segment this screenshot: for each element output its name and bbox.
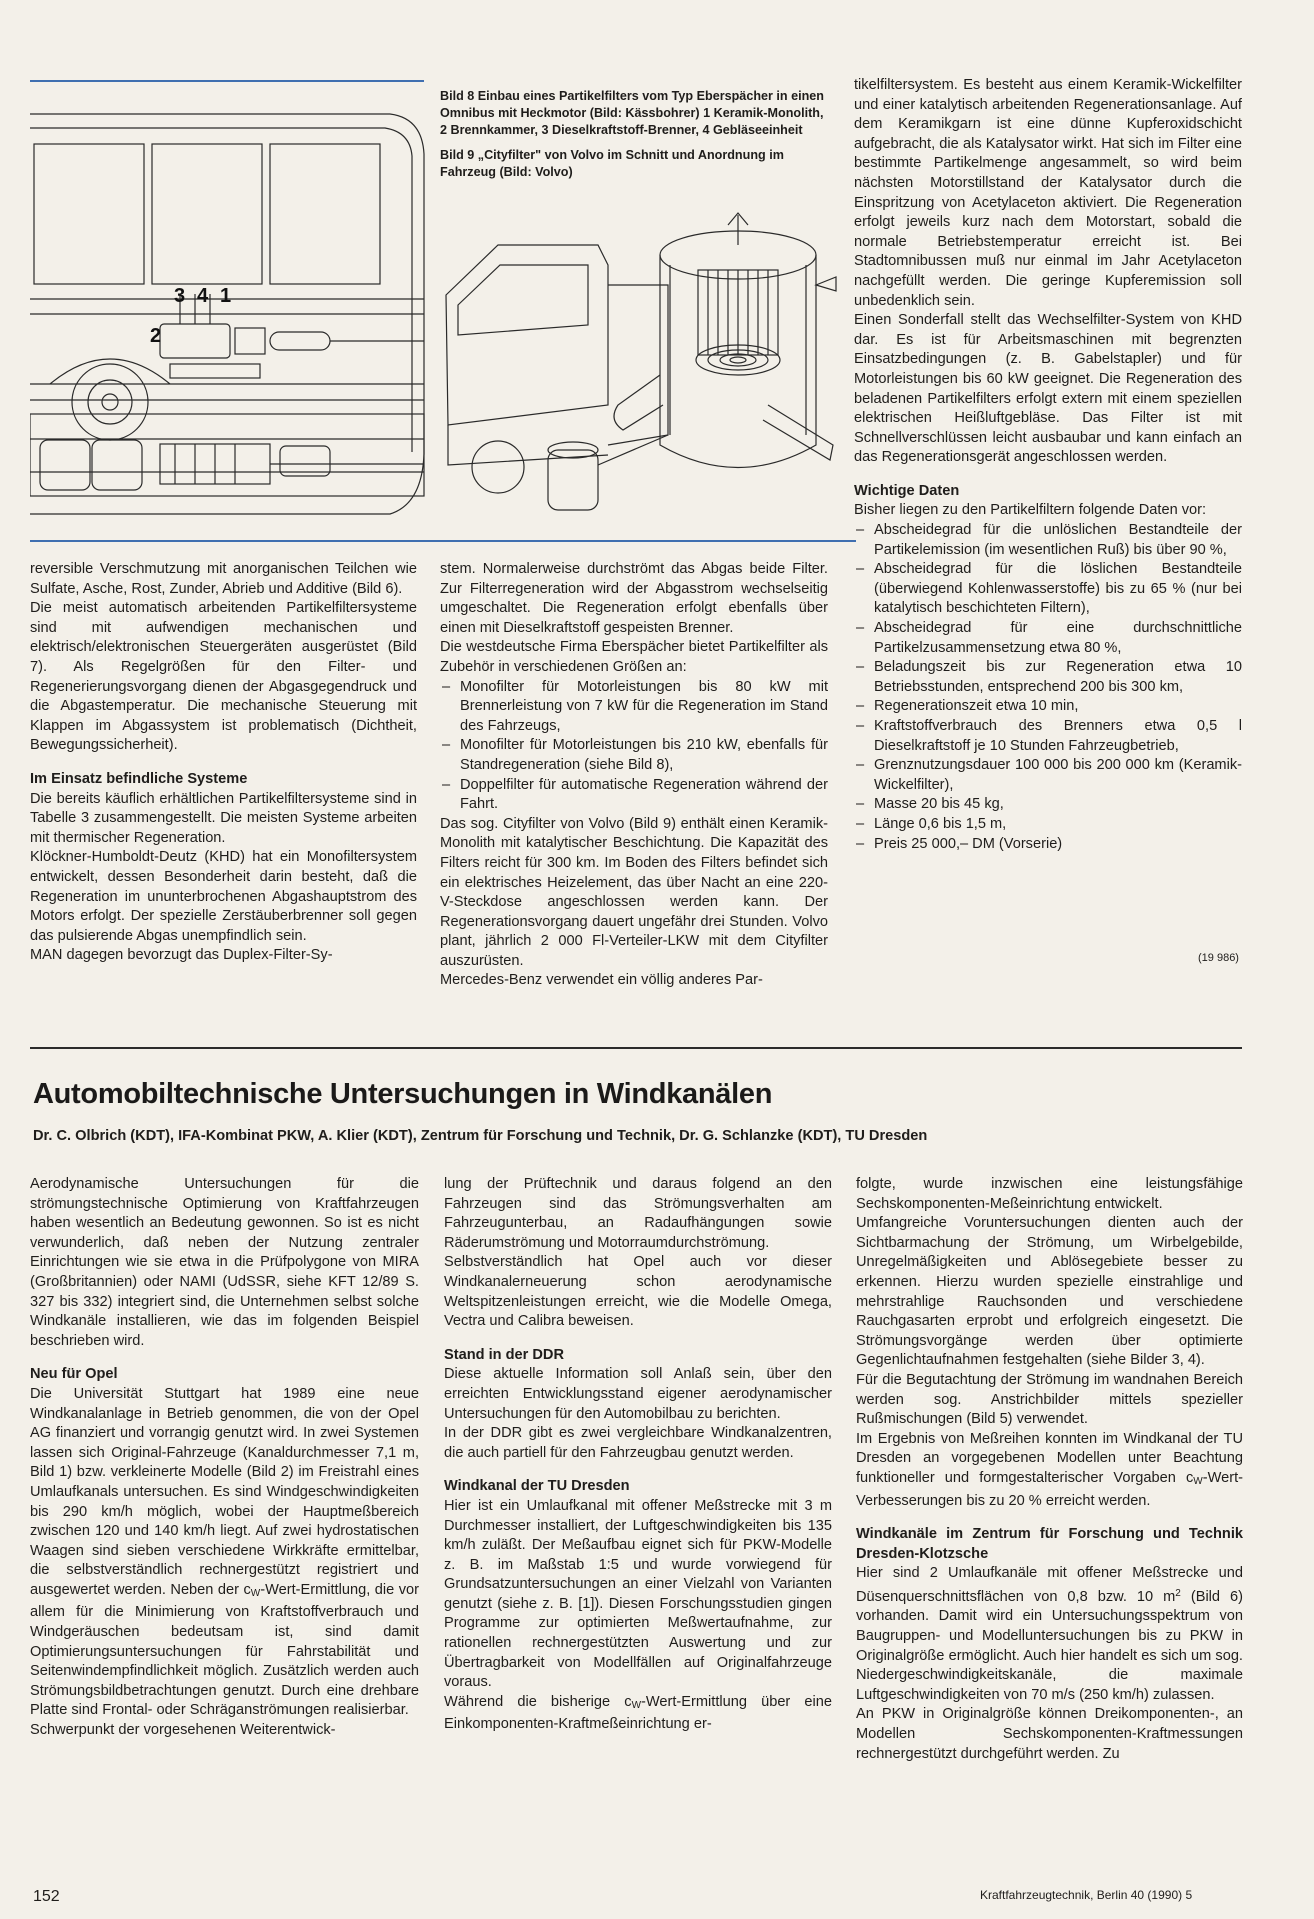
section-heading: Windkanal der TU Dresden [444, 1478, 630, 1495]
text-run: Hier sind 2 Umlaufkanäle mit offener Meßstrecke und Düsenquerschnittsflächen von 0,8 bzw. 10 m [856, 1565, 1243, 1605]
section-heading: Windkanäle im Zentrum für Forschung und Technik Dresden-Klotzsche [856, 1526, 1243, 1562]
paragraph: In der DDR gibt es zwei vergleichbare Windkanalzentren, die auch partiell für den Fahrzeugbau genutzt werden. [444, 1425, 832, 1461]
reference-number: (19 986) [1198, 952, 1239, 964]
text-run: -Wert-Ermittlung über eine Einkomponenten-Kraftmeßeinrichtung er- [444, 1693, 832, 1733]
section-heading: Stand in der DDR [444, 1346, 564, 1363]
article-separator [30, 1047, 1242, 1049]
list-item: – Abscheidegrad für die löslichen Bestandteile (überwiegend Kohlenwasserstoffe) bis zu 65 % (nur bei katalytisch beschichteten Filtern), [854, 560, 1242, 619]
text-run: Im Ergebnis von Meßreihen konnten im Windkanal der TU Dresden an vorgegebenen Modellen unter Beachtung funktioneller und formgestalterischer Vorgaben c [856, 1430, 1243, 1486]
paragraph: An PKW in Originalgröße können Dreikomponenten-, an Modellen Sechskomponenten-Kraftmessungen rechnergestützt durchgeführt werden. Zu [856, 1706, 1243, 1762]
subscript: W [631, 1699, 642, 1711]
superscript: 2 [1175, 1587, 1181, 1599]
product-list [440, 678, 828, 815]
text-run: Während die bisherige c [444, 1693, 632, 1710]
list-item: – Länge 0,6 bis 1,5 m, [854, 815, 1242, 835]
bottom-column-3 [856, 1175, 1243, 1764]
journal-footer: Kraftfahrzeugtechnik, Berlin 40 (1990) 5 [980, 1888, 1193, 1902]
section-heading: Wichtige Daten [854, 482, 960, 499]
paragraph [856, 1430, 1243, 1511]
bottom-column-1 [30, 1175, 419, 1741]
paragraph: Klöckner-Humboldt-Deutz (KHD) hat ein Monofiltersystem entwickelt, dessen Besonderheit darin besteht, daß die Regeneration im ununterbrochenen Abgashauptstrom des Motors erfolgt. Der spezielle Zerstäuberbrenner soll gegen das pulsierende Abgas unempfindlich sein. [30, 849, 417, 944]
paragraph: Bisher liegen zu den Partikelfiltern folgende Daten vor: [854, 502, 1207, 519]
caption-bild-9: Bild 9 „Cityfilter" von Volvo im Schnitt und Anordnung im Fahrzeug (Bild: Volvo) [440, 148, 784, 179]
caption-bild-8: Bild 8 Einbau eines Partikelfilters vom Typ Eberspächer in einen Omnibus mit Heckmotor (Bild: Kässbohrer) 1 Keramik-Monolith, 2 Brennkammer, 3 Dieselkraftstoff-Brenner, 4 Gebläseeinheit [440, 89, 824, 137]
top-column-3 [854, 76, 1242, 854]
list-item: – Regenerationszeit etwa 10 min, [854, 697, 1242, 717]
page-number: 152 [33, 1888, 60, 1905]
top-column-1 [30, 560, 417, 966]
list-item: – Preis 25 000,– DM (Vorserie) [854, 835, 1242, 855]
paragraph: tikelfiltersystem. Es besteht aus einem Keramik-Wickelfilter und einer katalytisch arbeitenden Regenerationsanlage. Auf dem Keramikgarn ist eine dünne Kupferoxidschicht aufgebracht, die als Katalysator wirkt. Hat sich im Filter eine bestimmte Partikelmenge angesammelt, so wird beim nächsten Motorstillstand der Katalysator durch die Einspritzung von Acetylaceton aktiviert. Die Regeneration erfolgt jeweils kurz nach dem Motorstart, sobald die normale Betriebstemperatur erreicht ist. Bei Stadtomnibussen muß nur einmal im Jahr Acetylaceton nachgefüllt werden. Die geringe Kupferemission soll unbedenklich sein. [854, 77, 1242, 309]
fig8-label-4: 4 [197, 285, 209, 307]
paragraph [856, 1564, 1243, 1705]
paragraph: lung der Prüftechnik und daraus folgend an den Fahrzeugen sind das Strömungsverhalten am Fahrzeugunterbau, an Radaufhängungen sowie Räderumströmung und Motorraumdurchströmung. [444, 1176, 832, 1251]
list-item: – Abscheidegrad für eine durchschnittliche Partikelzusammensetzung etwa 80 %, [854, 619, 1242, 658]
paragraph: Für die Begutachtung der Strömung im wandnahen Bereich werden sog. Anstrichbilder mittels spezieller Rußmischungen (Bild 5) verwendet. [856, 1371, 1243, 1428]
figure-top-rule [30, 80, 424, 82]
section-heading: Neu für Opel [30, 1366, 118, 1383]
section-heading: Im Einsatz befindliche Systeme [30, 770, 248, 787]
text-run: -Wert-Verbesserungen bis zu 20 % erreicht werden. [856, 1469, 1243, 1509]
paragraph: Die westdeutsche Firma Eberspächer bietet Partikelfilter als Zubehör in verschiedenen Größen an: [440, 639, 828, 675]
paragraph: Mercedes-Benz verwendet ein völlig anderes Par- [440, 972, 763, 989]
paragraph: Das sog. Cityfilter von Volvo (Bild 9) enthält einen Keramik-Monolith mit katalytischer Beschichtung. Die Kapazität des Filters reicht für 300 km. Im Boden des Filters befindet sich ein elektrisches Heizelement, das über Nacht an eine 220-V-Steckdose angeschlossen werden kann. Der Regenerationsvorgang dauert ungefähr drei Stunden. Volvo plant, jährlich 2 000 Fl-Verteiler-LKW mit dem Cityfilter auszurüsten. [440, 815, 828, 969]
text-run: (Bild 6) vorhanden. Damit wird ein Untersuchungsspektrum von Baugruppen- und Modelluntersuchungen bis zu PKW in Originalgröße ermöglicht. Auch hier handelt es sich um sog. Niedergeschwindigkeitskanäle, die maximale Luftgeschwindigkeiten von 70 m/s (250 km/h) zulassen. [856, 1588, 1244, 1703]
list-item: – Monofilter für Motorleistungen bis 210 kW, ebenfalls für Standregeneration (siehe Bild 8), [440, 736, 828, 775]
paragraph: Hier ist ein Umlaufkanal mit offener Meßstrecke mit 3 m Durchmesser installiert, der Luftgeschwindigkeiten bis 135 km/h zuläßt. Der Meßaufbau eignet sich für PKW-Modelle z. B. im Maßstab 1:5 und wurde vorwiegend für Grundsatzuntersuchungen an einer Vielzahl von Varianten genutzt (siehe z. B. [1]). Diesen Forschungsstudien gingen Programme zur optimierten Meßwertaufnahme, zur rationellen rechnergestützten Auswertung und zur Übertragbarkeit von Modellfällen auf Originalfahrzeuge voraus. [444, 1497, 832, 1691]
list-item: – Masse 20 bis 45 kg, [854, 795, 1242, 815]
paragraph: Die bereits käuflich erhältlichen Partikelfiltersysteme sind in Tabelle 3 zusammengestellt. Die meisten Systeme arbeiten mit thermischer Regeneration. [30, 790, 417, 846]
paragraph: Die meist automatisch arbeitenden Partikelfiltersysteme sind mit aufwendigen mechanischen und elektrisch/elektronischen Steuergeräten ausgerüstet (Bild 7). Als Regelgrößen für den Filter- und Regenerierungsvorgang dienen der Abgasgegendruck und die Abgastemperatur. Die mechanische Steuerung mit Klappen im Abgassystem ist problematisch (Dichtheit, Bewegungssicherheit). [30, 600, 417, 754]
bus-filter-diagram [30, 84, 430, 536]
figure-captions [440, 88, 828, 189]
text-run: -Wert-Ermittlung, die vor allem für die Minimierung von Kraftstoffverbrauch und Windgeräuschen bedeutsam ist, sind damit Optimierungsuntersuchungen für Fahrstabilität und Seitenwindempfindlichkeit möglich. Zusätzlich werden auch Strömungsbildbetrachtungen genutzt. Durch eine drehbare Platte sind Frontal- oder Schräganströmungen realisierbar. [30, 1581, 419, 1719]
data-list [854, 521, 1242, 854]
paragraph: Einen Sonderfall stellt das Wechselfilter-System von KHD dar. Es ist für Arbeitsmaschinen mit begrenzten Einsatzbedingungen (z. B. Gabelstapler) und für Motorleistungen bis 60 kW geeignet. Die Regeneration des beladenen Partikelfilters erfolgt extern mit einem speziellen elektrischen Heißluftgebläse. Das Filter ist mit Schnellverschlüssen leicht ausbaubar und kann einfach an das Regenerationsgerät angeschlossen werden. [854, 312, 1242, 466]
list-item: – Beladungszeit bis zur Regeneration etwa 10 Betriebsstunden, entsprechend 200 bis 300 km, [854, 658, 1242, 697]
paragraph: MAN dagegen bevorzugt das Duplex-Filter-Sy- [30, 947, 333, 964]
paragraph: Aerodynamische Untersuchungen für die strömungstechnische Optimierung von Kraftfahrzeugen haben wesentlich an Bedeutung gewonnen. So ist es nicht verwunderlich, daß neben der Nutzung zentraler Einrichtungen wie sie etwa in die Prüfpolygone von MIRA (Großbritannien) oder NAMI (UdSSR, siehe KFT 12/89 S. 327 bis 332) integriert sind, die Unternehmen selbst solche Windkanäle installieren, wie das im folgenden Beispiel beschrieben wird. [30, 1176, 419, 1349]
top-column-2 [440, 560, 828, 991]
bottom-column-2 [444, 1175, 832, 1735]
paragraph: Umfangreiche Voruntersuchungen dienten auch der Sichtbarmachung der Strömung, um Wirbelgebilde, Unregelmäßigkeiten und Ablösegebiete besser zu erkennen. Hierzu wurden spezielle einstrahlige und mehrstrahlige Rauchsonden und verschiedene Rauchgasarten erprobt und erfolgreich eingesetzt. Die Strömungsvorgänge werden über optimierte Gegenlichtaufnahmen festgehalten (siehe Bilder 3, 4). [856, 1215, 1243, 1369]
fig8-label-1: 1 [220, 285, 232, 307]
paragraph: Selbstverständlich hat Opel auch vor dieser Windkanalerneuerung schon aerodynamische Weltspitzenleistungen erreicht, wie die Modelle Omega, Vectra und Calibra beweisen. [444, 1254, 832, 1330]
article-title: Automobiltechnische Untersuchungen in Windkanälen [33, 1078, 773, 1110]
fig8-label-2: 2 [150, 325, 162, 347]
article-authors: Dr. C. Olbrich (KDT), IFA-Kombinat PKW, A. Klier (KDT), Zentrum für Forschung und Technik, Dr. G. Schlanzke (KDT), TU Dresden [33, 1128, 928, 1144]
paragraph [30, 1385, 419, 1721]
subscript: W [1193, 1475, 1203, 1487]
paragraph: Diese aktuelle Information soll Anlaß sein, über den erreichten Entwicklungsstand eigener aerodynamischer Untersuchungen für den Automobilbau zu berichten. [444, 1366, 832, 1422]
list-item: – Doppelfilter für automatische Regeneration während der Fahrt. [440, 776, 828, 815]
volvo-cityfilter-diagram [438, 205, 848, 535]
text-run: Die Universität Stuttgart hat 1989 eine neue Windkanalanlage in Betrieb genommen, die von der Opel AG finanziert und vorrangig genutzt wird. In zwei Systemen lassen sich Original-Fahrzeuge (Kanaldurchmesser 7,1 m, Bild 1) bzw. verkleinerte Modelle (Bild 2) im Freistrahl eines Umlaufkanals untersuchen. Es sind Windgeschwindigkeiten bis 290 km/h möglich, wobei der Hauptmeßbereich zwischen 120 und 140 km/h liegt. Auf zwei hydrostatischen Waagen sind sieben verschiedene Wirkkräfte ermittelbar, die selbstverständlich rechnergestützt registriert und ausgewertet werden. Neben der c [30, 1385, 419, 1598]
list-item: – Monofilter für Motorleistungen bis 80 kW mit Brennerleistung von 7 kW für die Regeneration im Stand des Fahrzeugs, [440, 678, 828, 737]
list-item: – Grenznutzungsdauer 100 000 bis 200 000 km (Keramik-Wickelfilter), [854, 756, 1242, 795]
paragraph [444, 1693, 832, 1735]
subscript: W [250, 1587, 261, 1599]
figure-bottom-rule [30, 540, 856, 542]
paragraph: stem. Normalerweise durchströmt das Abgas beide Filter. Zur Filterregeneration wird der Abgasstrom wechselseitig umgeschaltet. Die Regeneration erfolgt ebenfalls über einen mit Dieselkraftstoff gespeisten Brenner. [440, 561, 828, 636]
paragraph: Schwerpunkt der vorgesehenen Weiterentwick- [30, 1722, 336, 1739]
fig8-label-3: 3 [174, 285, 186, 307]
paragraph: folgte, wurde inzwischen eine leistungsfähige Sechskomponenten-Meßeinrichtung entwickelt. [856, 1176, 1243, 1212]
list-item: – Kraftstoffverbrauch des Brenners etwa 0,5 l Dieselkraftstoff je 10 Stunden Fahrzeugbetrieb, [854, 717, 1242, 756]
list-item: – Abscheidegrad für die unlöslichen Bestandteile der Partikelemission (im wesentlichen Ruß) bis über 90 %, [854, 521, 1242, 560]
paragraph: reversible Verschmutzung mit anorganischen Teilchen wie Sulfate, Asche, Rost, Zunder, Abrieb und Additive (Bild 6). [30, 561, 417, 597]
